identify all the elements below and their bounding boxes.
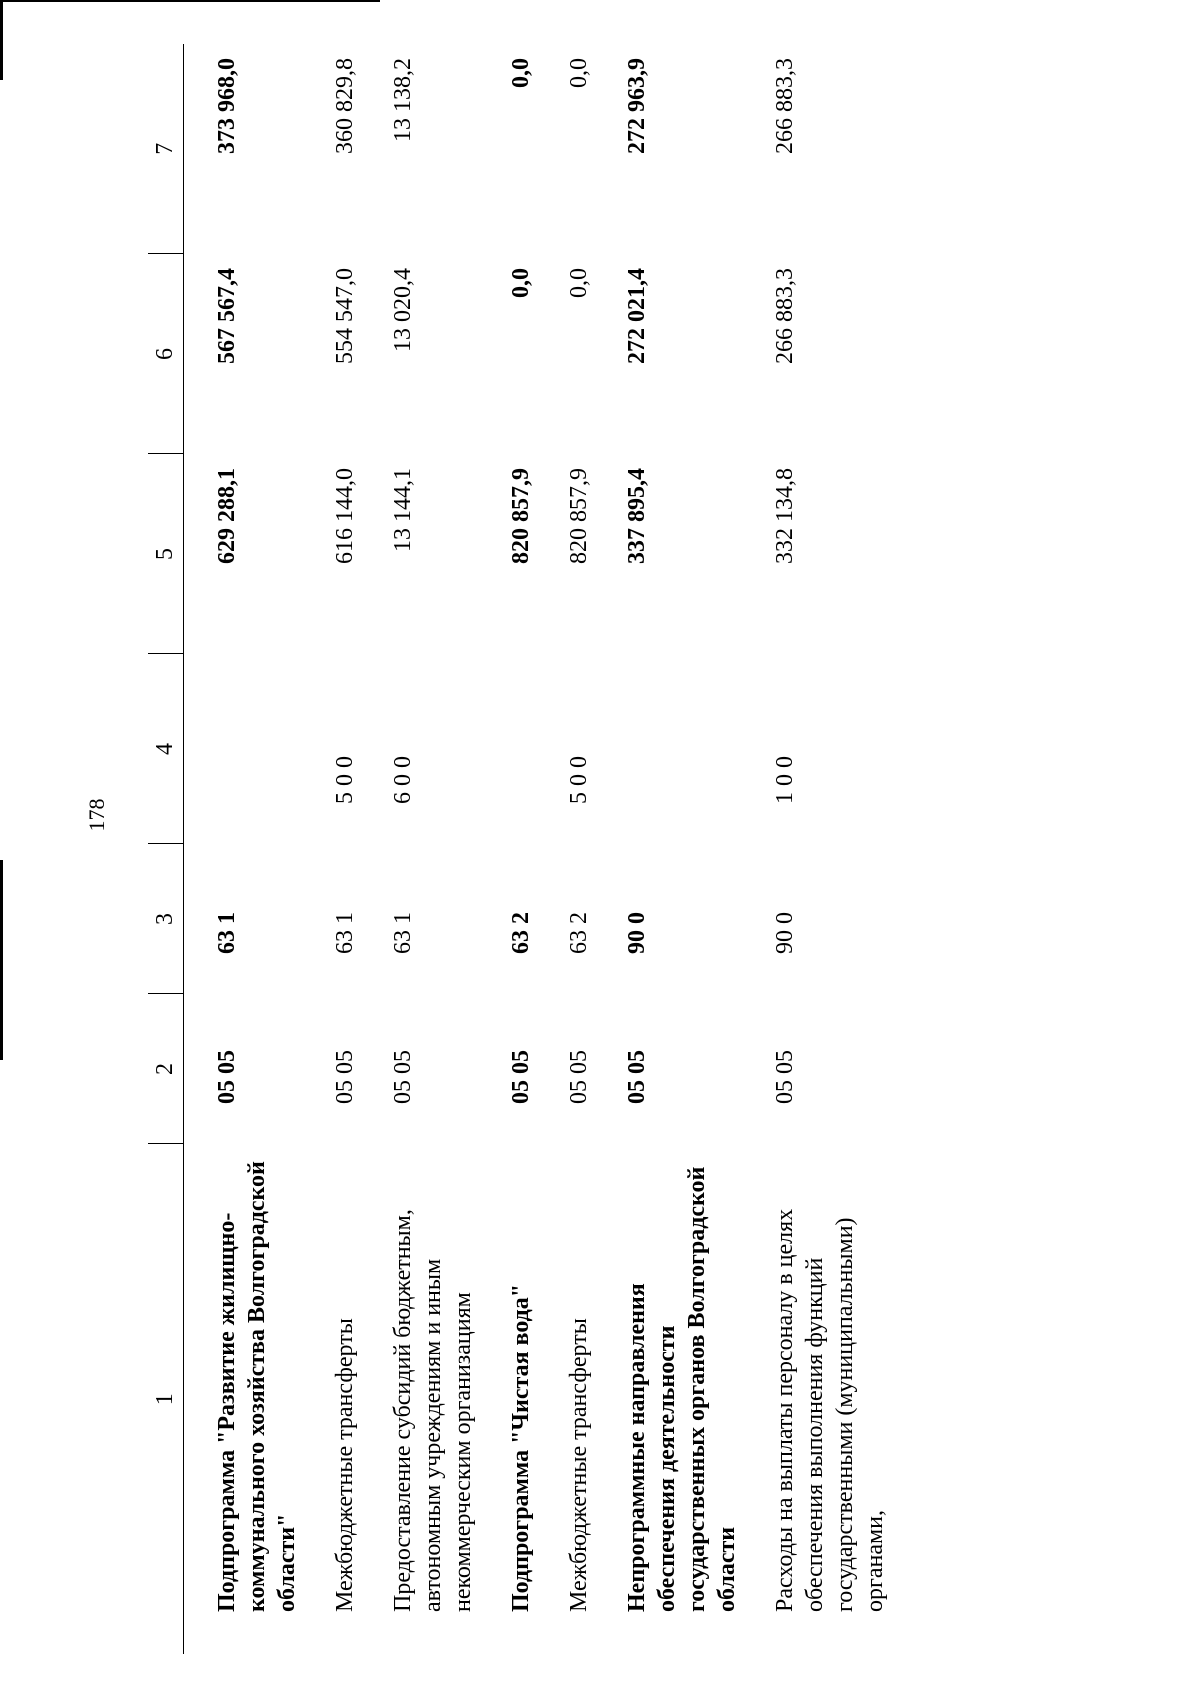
section-code: 05 05 [566, 1050, 592, 1104]
column-header: 1 [148, 1144, 184, 1654]
expense-kind-code [506, 654, 564, 844]
amount-col5: 820 857,9 [508, 468, 534, 564]
row-name: Расходы на выплаты персоналу в целях обеспечения выполнения функций государственными (муниципальными) органами, [772, 1208, 888, 1612]
section-code: 05 05 [332, 1050, 358, 1104]
column-header: 5 [148, 454, 184, 654]
expense-kind-code: 6 0 0 [390, 756, 416, 804]
column-header: 3 [148, 844, 184, 994]
row-name: Межбюджетные трансферты [566, 1318, 592, 1612]
amount-col7: 272 963,9 [624, 58, 650, 154]
amount-col6: 272 021,4 [624, 268, 650, 364]
target-code: 63 1 [214, 912, 240, 954]
target-code: 63 1 [332, 912, 358, 954]
row-name: Подпрограмма "Чистая вода" [508, 1283, 534, 1612]
target-code: 63 1 [390, 912, 416, 954]
table-body [184, 44, 919, 1654]
column-header: 4 [148, 654, 184, 844]
expense-kind-code: 5 0 0 [566, 756, 592, 804]
page-number: 178 [84, 798, 109, 832]
amount-col5: 616 144,0 [332, 468, 358, 564]
amount-col6: 0,0 [508, 268, 534, 298]
amount-col5: 13 144,1 [390, 468, 416, 552]
section-code: 05 05 [390, 1050, 416, 1104]
column-header: 6 [148, 254, 184, 454]
amount-col5: 820 857,9 [566, 468, 592, 564]
amount-col6: 554 547,0 [332, 268, 358, 364]
table-header-row [148, 44, 184, 1654]
rotated-table-container [148, 44, 1198, 1654]
expense-kind-code [622, 654, 770, 844]
amount-col6: 266 883,3 [772, 268, 798, 364]
amount-col6: 0,0 [566, 268, 592, 298]
expense-kind-code: 5 0 0 [332, 756, 358, 804]
amount-col7: 266 883,3 [772, 58, 798, 154]
amount-col7: 360 829,8 [332, 58, 358, 154]
amount-col5: 629 288,1 [214, 468, 240, 564]
scan-edge-top [0, 0, 380, 2]
target-code: 90 0 [772, 912, 798, 954]
scan-edge-left-lower [0, 860, 3, 1060]
table-row [506, 44, 564, 1654]
target-code: 90 0 [624, 912, 650, 954]
section-code: 05 05 [508, 1050, 534, 1104]
table-row [564, 44, 622, 1654]
table-row [330, 44, 388, 1654]
row-name: Подпрограмма "Развитие жилищно-коммунального хозяйства Волгоградской области" [214, 1161, 300, 1612]
amount-col5: 337 895,4 [624, 468, 650, 564]
row-name: Непрограммные направления обеспечения деятельности государственных органов Волгоградской области [624, 1166, 740, 1612]
section-code: 05 05 [772, 1050, 798, 1104]
amount-col6: 13 020,4 [390, 268, 416, 352]
table-row [212, 44, 330, 1654]
amount-col5: 332 134,8 [772, 468, 798, 564]
scan-edge-left [0, 0, 3, 80]
column-header: 2 [148, 994, 184, 1144]
header-spacer [184, 44, 213, 1654]
budget-table [148, 44, 918, 1654]
target-code: 63 2 [566, 912, 592, 954]
row-name: Межбюджетные трансферты [332, 1318, 358, 1612]
table-row [622, 44, 770, 1654]
column-header: 7 [148, 44, 184, 254]
expense-kind-code: 1 0 0 [772, 756, 798, 804]
table-row [388, 44, 506, 1654]
table-row [770, 44, 918, 1654]
amount-col7: 0,0 [508, 58, 534, 88]
row-name: Предоставление субсидий бюджетным, автономным учреждениям и иным некоммерческим организациям [390, 1209, 476, 1612]
amount-col7: 0,0 [566, 58, 592, 88]
section-code: 05 05 [624, 1050, 650, 1104]
target-code: 63 2 [508, 912, 534, 954]
amount-col7: 373 968,0 [214, 58, 240, 154]
expense-kind-code [212, 654, 330, 844]
amount-col7: 13 138,2 [390, 58, 416, 142]
amount-col6: 567 567,4 [214, 268, 240, 364]
section-code: 05 05 [214, 1050, 240, 1104]
